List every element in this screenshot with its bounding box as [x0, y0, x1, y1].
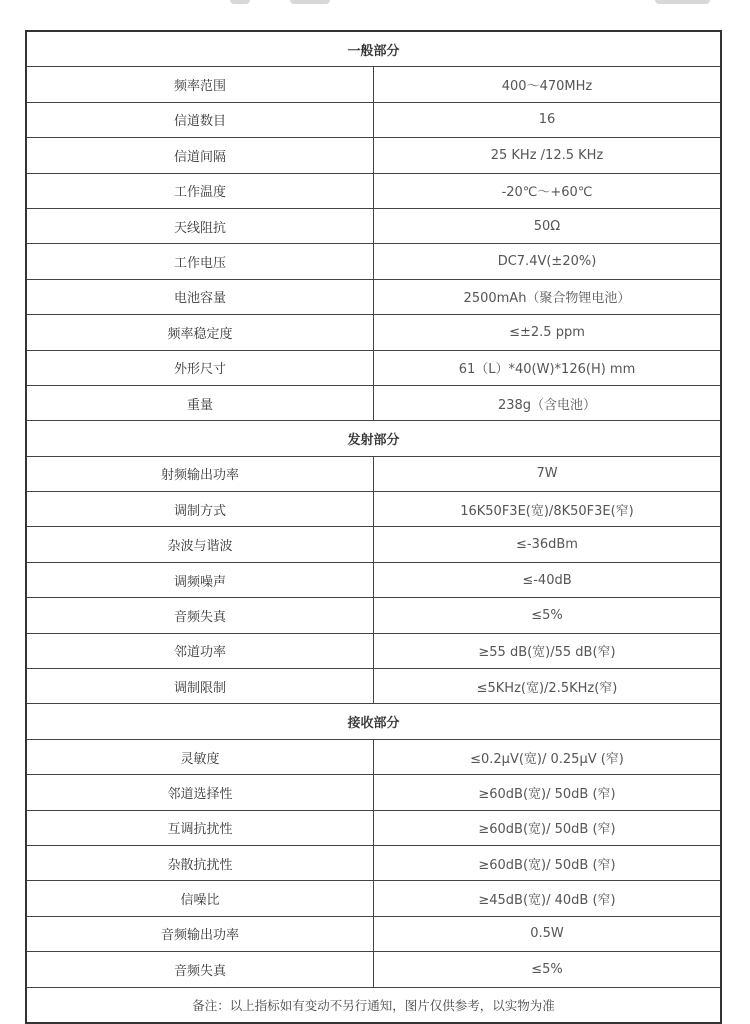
spec-label: 音频失真	[26, 598, 374, 633]
spec-value: ≥60dB(宽)/ 50dB (窄)	[374, 775, 722, 810]
table-row	[26, 208, 721, 243]
section-header-row	[26, 704, 721, 739]
section-title: 接收部分	[26, 704, 721, 739]
spec-value: ≥55 dB(宽)/55 dB(窄)	[374, 633, 722, 668]
spec-value: DC7.4V(±20%)	[374, 244, 722, 279]
spec-label: 杂散抗扰性	[26, 845, 374, 880]
table-row	[26, 845, 721, 880]
spec-label: 电池容量	[26, 279, 374, 314]
spec-label: 信噪比	[26, 881, 374, 916]
table-row	[26, 562, 721, 597]
table-row	[26, 669, 721, 704]
spec-label: 互调抗扰性	[26, 810, 374, 845]
spec-value: ≤5%	[374, 598, 722, 633]
table-row	[26, 633, 721, 668]
spec-value: ≥60dB(宽)/ 50dB (窄)	[374, 845, 722, 880]
spec-label: 调频噪声	[26, 562, 374, 597]
section-header-row	[26, 421, 721, 456]
spec-label: 调制限制	[26, 669, 374, 704]
section-title: 发射部分	[26, 421, 721, 456]
spec-label: 杂波与谐波	[26, 527, 374, 562]
section-title: 一般部分	[26, 31, 721, 67]
table-row	[26, 279, 721, 314]
spec-value: 50Ω	[374, 208, 722, 243]
spec-value: 25 KHz /12.5 KHz	[374, 138, 722, 173]
note-row	[26, 987, 721, 1023]
spec-table	[25, 30, 722, 1024]
spec-label: 邻道选择性	[26, 775, 374, 810]
table-row	[26, 102, 721, 137]
table-row	[26, 527, 721, 562]
spec-value: 2500mAh（聚合物锂电池）	[374, 279, 722, 314]
spec-label: 信道间隔	[26, 138, 374, 173]
spec-label: 音频输出功率	[26, 916, 374, 951]
table-row	[26, 67, 721, 102]
spec-value: -20℃～+60℃	[374, 173, 722, 208]
spec-table-body	[26, 31, 721, 1023]
footnote: 备注：以上指标如有变动不另行通知，图片仅供参考，以实物为准	[26, 987, 721, 1023]
spec-label: 工作电压	[26, 244, 374, 279]
spec-value: 16	[374, 102, 722, 137]
table-row	[26, 492, 721, 527]
spec-value: ≤0.2μV(宽)/ 0.25μV (窄)	[374, 739, 722, 774]
section-header-row	[26, 31, 721, 67]
table-row	[26, 244, 721, 279]
table-row	[26, 739, 721, 774]
spec-label: 信道数目	[26, 102, 374, 137]
top-decoration	[0, 0, 750, 8]
table-row	[26, 385, 721, 420]
table-row	[26, 810, 721, 845]
spec-label: 音频失真	[26, 952, 374, 987]
table-row	[26, 881, 721, 916]
table-row	[26, 952, 721, 987]
spec-value: 400～470MHz	[374, 67, 722, 102]
spec-label: 调制方式	[26, 492, 374, 527]
spec-value: ≤5KHz(宽)/2.5KHz(窄)	[374, 669, 722, 704]
spec-value: ≤-36dBm	[374, 527, 722, 562]
spec-value: ≥45dB(宽)/ 40dB (窄)	[374, 881, 722, 916]
table-row	[26, 350, 721, 385]
spec-value: ≤5%	[374, 952, 722, 987]
spec-value: ≤±2.5 ppm	[374, 315, 722, 350]
spec-value: 16K50F3E(宽)/8K50F3E(窄)	[374, 492, 722, 527]
spec-value: ≥60dB(宽)/ 50dB (窄)	[374, 810, 722, 845]
spec-label: 天线阻抗	[26, 208, 374, 243]
table-row	[26, 456, 721, 491]
spec-label: 工作温度	[26, 173, 374, 208]
spec-label: 频率稳定度	[26, 315, 374, 350]
spec-label: 频率范围	[26, 67, 374, 102]
spec-value: 7W	[374, 456, 722, 491]
spec-value: 238g（含电池）	[374, 385, 722, 420]
spec-label: 重量	[26, 385, 374, 420]
spec-value: ≤-40dB	[374, 562, 722, 597]
spec-label: 射频输出功率	[26, 456, 374, 491]
table-row	[26, 598, 721, 633]
spec-label: 灵敏度	[26, 739, 374, 774]
table-row	[26, 173, 721, 208]
table-row	[26, 775, 721, 810]
spec-value: 0.5W	[374, 916, 722, 951]
table-row	[26, 138, 721, 173]
spec-label: 邻道功率	[26, 633, 374, 668]
spec-label: 外形尺寸	[26, 350, 374, 385]
table-row	[26, 315, 721, 350]
table-row	[26, 916, 721, 951]
spec-value: 61（L）*40(W)*126(H) mm	[374, 350, 722, 385]
